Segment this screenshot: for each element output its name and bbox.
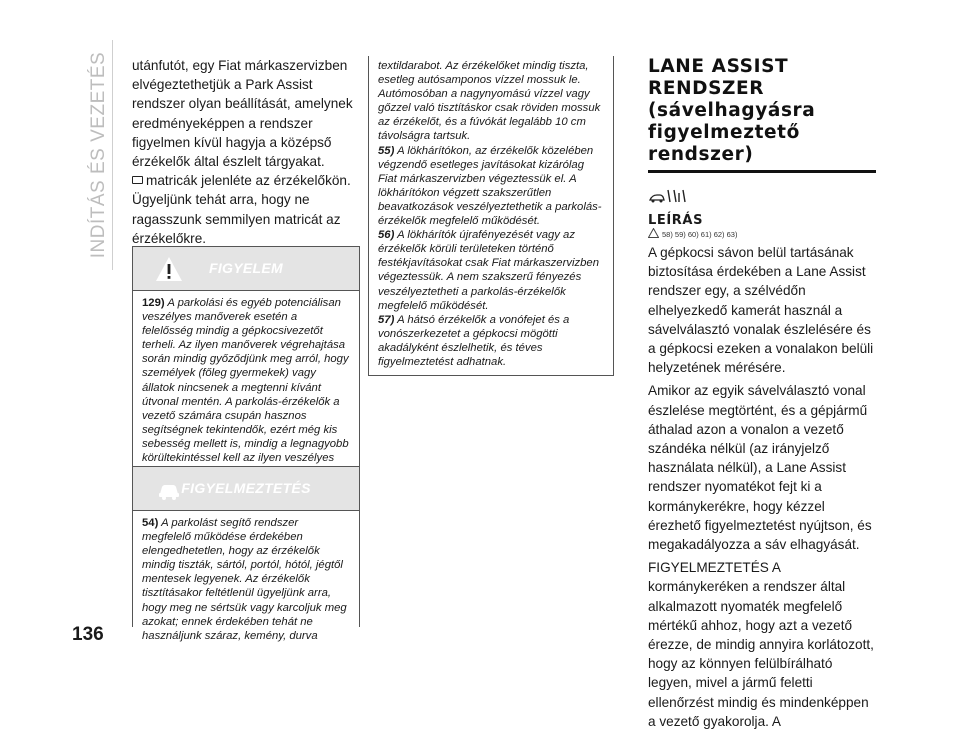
chapter-divider [112,40,113,270]
note-item [378,313,604,369]
paragraph: utánfutót, egy Fiat márkaszervizben elvégeztethetjük a Park Assist rendszer olyan beállítását, amelynek eredményeképpen a rendszer figyelmen kívül hagyja a középső érzékelők által észlelt tárgyakat. [132,58,353,170]
chapter-side-title [86,40,112,270]
warning-box-title: FIGYELEM [209,260,283,276]
paragraph: Amikor az egyik sávelválasztó vonal észlelése megtörtént, és a gépjármű áthalad azon a vonalon a vezető szándéka nélkül (az irányjelző használata nélkül), a Lane Assist rendszer nyomatékot fejt ki a kormánykerékre, hogy kézzel érezhető figyelmeztetést nyújtson, és megakadályozza a sáv elhagyását. [648,383,872,553]
note-text: A parkolást segítő rendszer megfelelő működése érdekében elengedhetetlen, hogy az érzékelők mindig tiszták, sártól, portól, hótól, jégtől mentesek legyenek. Az érzékelők tisztításakor feltétlenül ügyeljünk arra, hogy meg ne sértsük vagy karcoljuk meg azokat; ennek érdekében tehát ne használjunk száraz, kemény, durva [142,517,347,642]
note-item [378,144,604,229]
column-4 [648,56,876,731]
paragraph: A gépkocsi sávon belül tartásának biztosítása érdekében a Lane Assist rendszer egy, a szélvédőn elhelyezkedő kamerát használ a sávelválasztó vonalak észlelésére és a gépkocsi ezeken a vonalakon belüli helyzetének mérésére. [648,245,874,376]
version-icons [648,187,876,205]
section-title: LANE ASSIST RENDSZER (sávelhagyásra figyelmeztető rendszer) [648,56,816,165]
chapter-title-text: INDÍTÁS ÉS VEZETÉS [88,51,109,259]
note-number: 56) [378,229,395,242]
paragraph: matricák jelenléte az érzékelőkön. Ügyeljünk tehát arra, hogy ne ragasszunk semmilyen matricát az érzékelőkre. [132,173,351,246]
sticker-icon [132,176,143,184]
note-number: 55) [378,144,395,157]
paragraph: FIGYELMEZTETÉS A kormánykeréken a rendszer által alkalmazott nyomaték megfelelő mértékű ahhoz, hogy azt a vezető érezze, de mindig annyira korlátozott, hogy az könnyen felülbírálható legyen, mivel a jármű feletti ellenőrzést mindig és mindenképpen a vezető gyakorolja. A [648,560,874,729]
note-text: A parkolási és egyéb potenciálisan veszélyes manőverek esetén a felelősség mindig a gépkocsivezetőt terheli. Az ilyen manőverek végrehajtása során mindig győződjünk meg arról, hogy személyek (főleg gyermekek) vagy állatok nincsenek a megtenni kívánt útvonal mentén. A parkolás-érzékelők a vezető számára csupán hasznos segítségnek tekintendők, ezért még kis sebesség mellett is, mindig a legnagyobb körültekintéssel kell az ilyen veszélyes [142,297,349,465]
note-item [378,228,604,313]
note-text: A hátsó érzékelők a vonófejet és a vonószerkezetet a gépkocsi mögötti akadályként észlelhetik, és téves figyelmeztetést adhatnak. [378,313,570,368]
warning-box-body [133,291,359,485]
column-1 [132,56,358,248]
caution-box-header [133,467,359,511]
caution-box [132,466,360,642]
note-number: 57) [378,313,395,326]
note-number: 54) [142,517,159,529]
version-availability-icon [648,187,688,205]
note-text: A lökhárítók újrafényezését vagy az érzékelők körüli területeken történő festékjavításokat csak Fiat márkaszervizben végeztessük. A nem szakszerű fényezés veszélyeztetheti a parkolás-érzékelők megfelelő működését. [378,229,600,312]
note-text: textildarabot. Az érzékelőket mindig tiszta, esetleg autósamponos vízzel mossuk le. Autómosóban a nagynyomású vízzel vagy gőzzel való tisztításkor csak röviden mossuk az érzékelőt, és a fúvókát legalább 10 cm távolságra tartsuk. [378,60,601,143]
page-number: 136 [72,624,104,645]
warning-box-header [133,247,359,291]
note-references: 58) 59) 60) 61) 62) 63) [662,230,876,239]
warning-triangle-icon [648,228,659,238]
subsection-heading: LEÍRÁS [648,213,704,228]
caution-box-body [133,511,359,649]
note-number: 129) [142,297,165,309]
note-text: A lökhárítókon, az érzékelők közelében végzendő esetleges javításokat kizárólag Fiat márkaszervizben végeztessük el. A lökhárítókon végzett szakszerűtlen beavatkozások veszélyeztethetik a parkolás-érzékelők megfelelő működését. [378,144,602,228]
title-underline [648,170,876,173]
warning-box [132,246,360,486]
caution-box-title: FIGYELMEZTETÉS [181,480,311,496]
caution-continuation [368,56,614,376]
